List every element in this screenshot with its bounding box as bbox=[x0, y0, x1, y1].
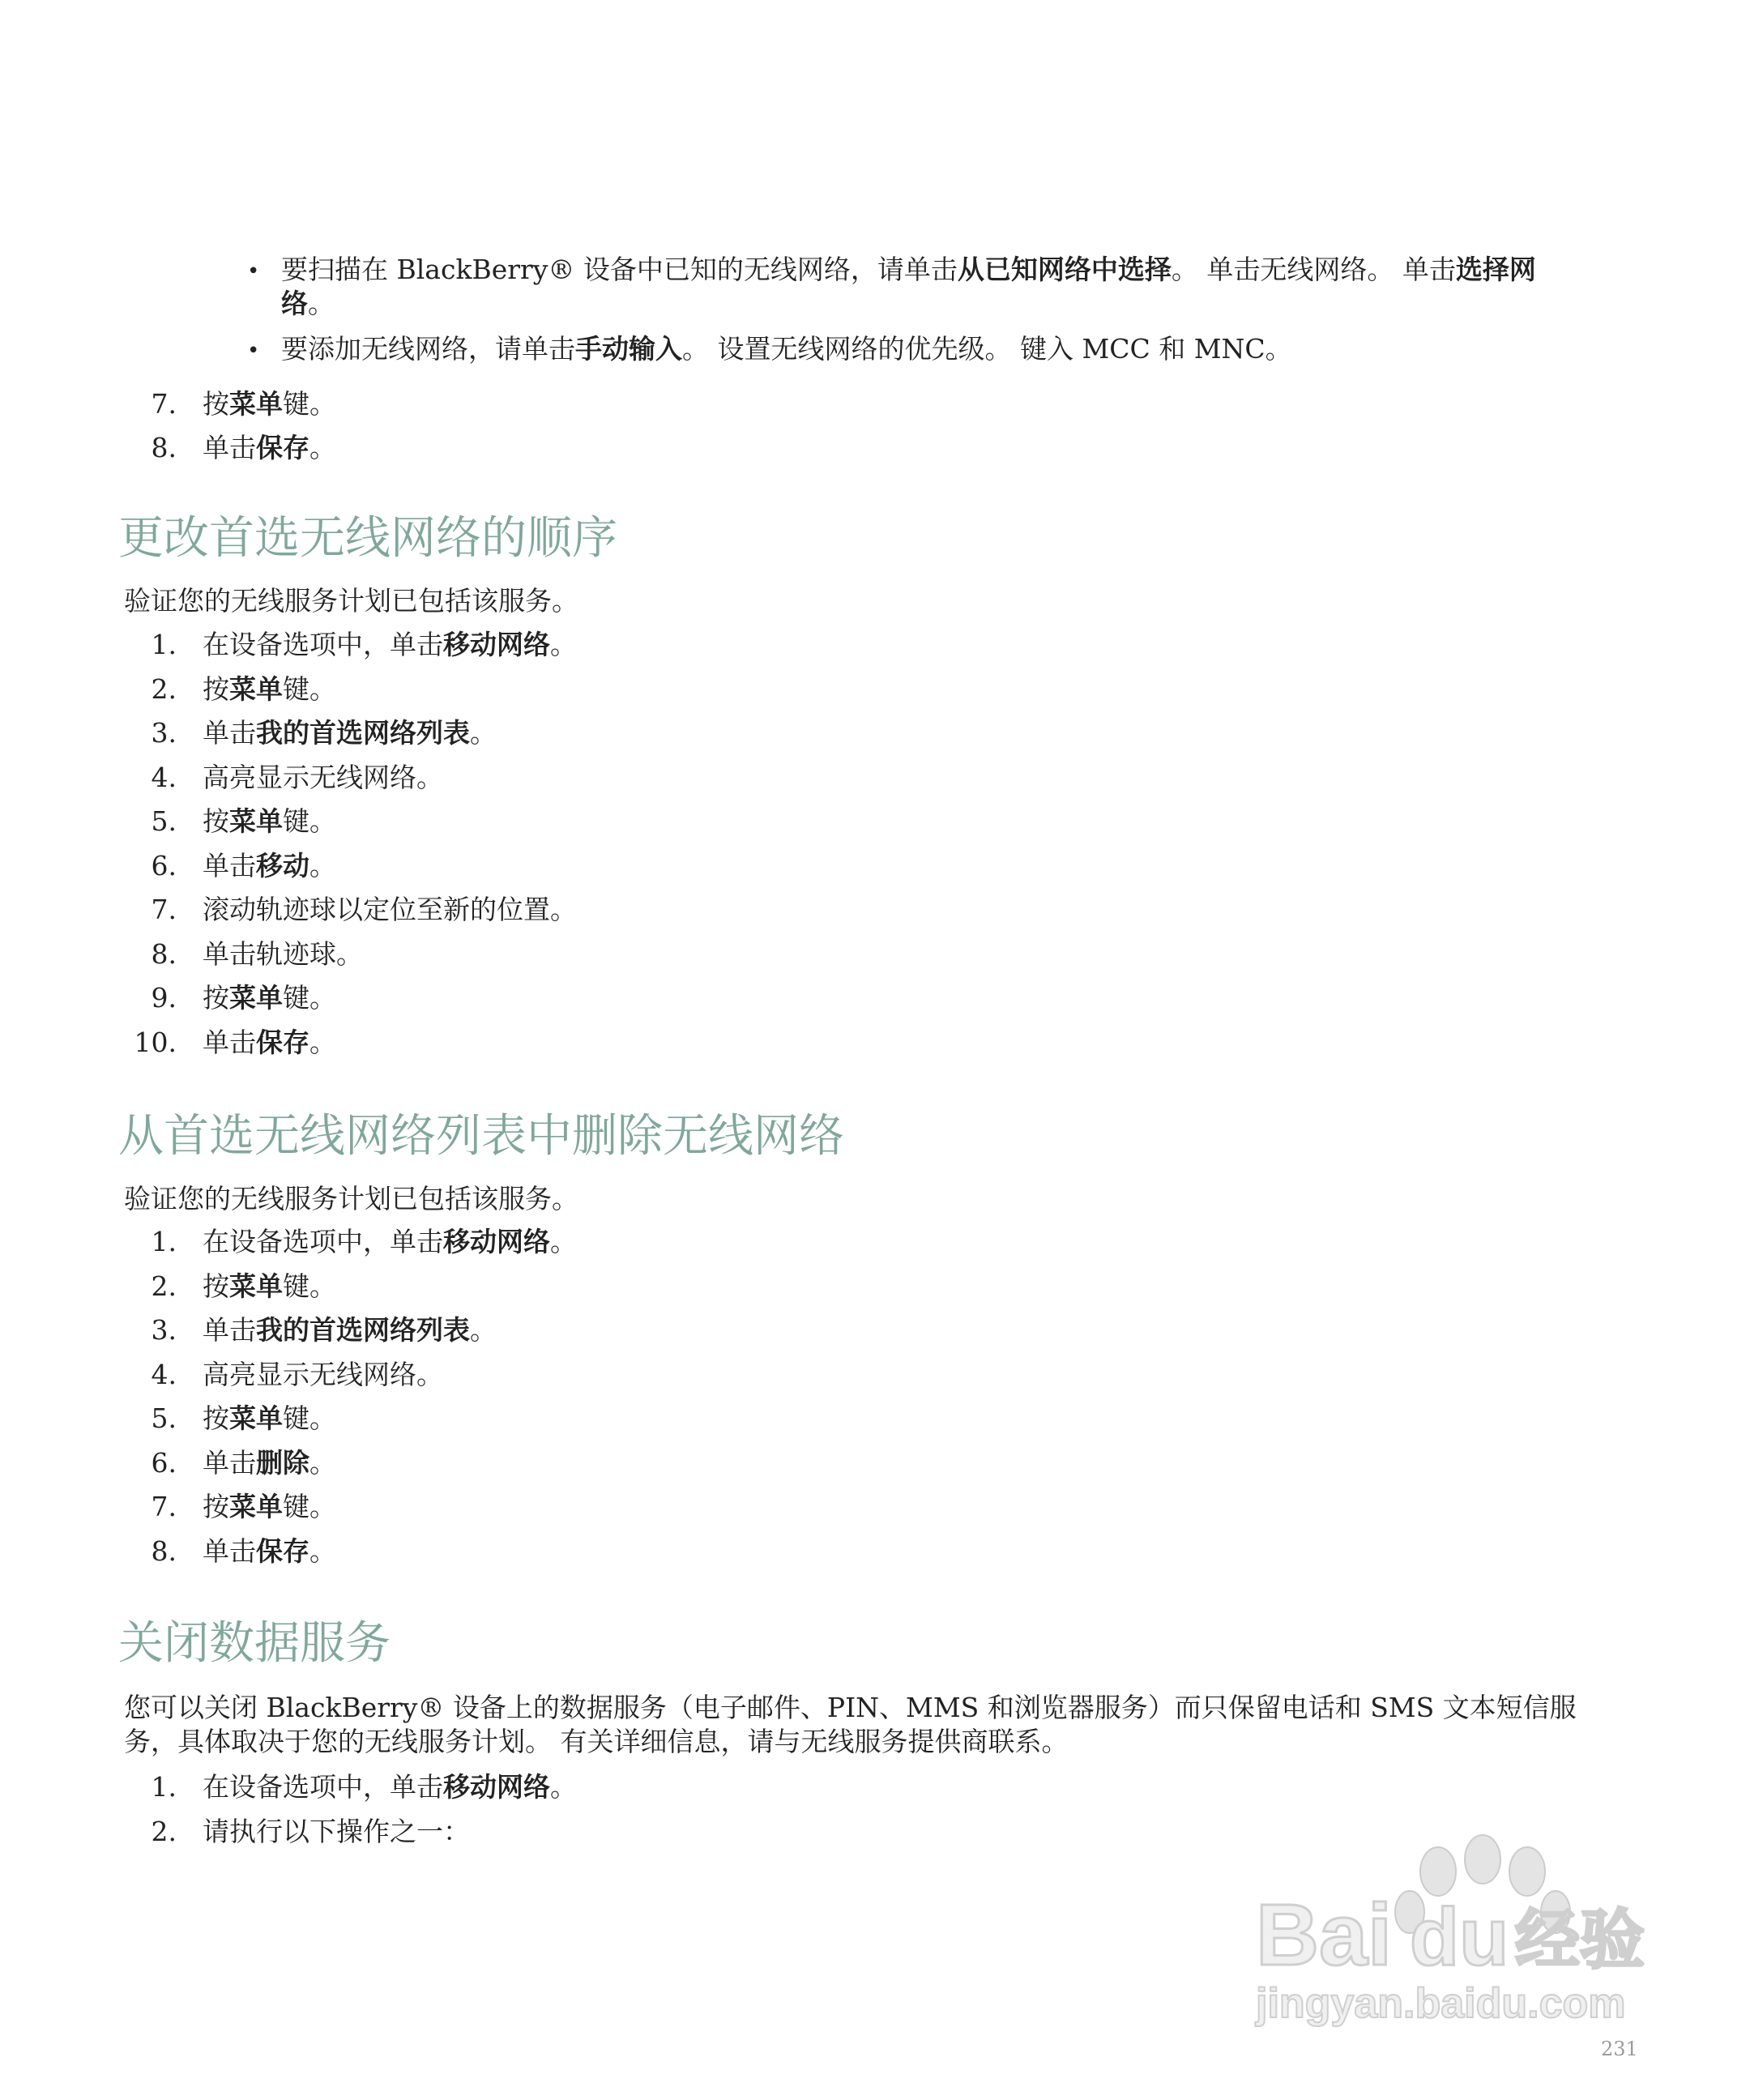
step-number: 5. bbox=[151, 1402, 177, 1434]
step-number: 2. bbox=[151, 672, 177, 705]
step-text: 在设备选项中，单击移动网络。 bbox=[203, 1226, 577, 1257]
baidu-jingyan-watermark bbox=[1248, 1823, 1661, 2034]
bullet-1-line-2: 络。 bbox=[281, 288, 335, 319]
step-number: 7. bbox=[151, 388, 177, 420]
step-text: 单击保存。 bbox=[203, 1534, 336, 1567]
page-number: 231 bbox=[1601, 2038, 1638, 2060]
step-number: 8. bbox=[151, 937, 177, 970]
section-2-title: 从首选无线网络列表中删除无线网络 bbox=[118, 1110, 844, 1163]
step-text: 单击我的首选网络列表。 bbox=[203, 1314, 497, 1346]
step-number: 4. bbox=[151, 761, 177, 793]
step-number: 5. bbox=[151, 805, 177, 837]
step-number: 2. bbox=[151, 1270, 177, 1302]
step-number: 3. bbox=[151, 717, 177, 749]
bullet-1-line-1: 要扫描在 BlackBerry® 设备中已知的无线网络，请单击从已知网络中选择。 单击无线网络。 单击选择网 bbox=[281, 254, 1536, 285]
step-text: 高亮显示无线网络。 bbox=[203, 761, 443, 793]
bullet-2: 要添加无线网络，请单击手动输入。 设置无线网络的优先级。 键入 MCC 和 MNC。 bbox=[281, 333, 1292, 365]
step-text: 单击保存。 bbox=[203, 432, 336, 463]
step-text: 单击保存。 bbox=[203, 1026, 336, 1058]
step-text: 单击我的首选网络列表。 bbox=[203, 717, 497, 749]
step-text: 按菜单键。 bbox=[203, 1402, 336, 1434]
step-number: 8. bbox=[151, 1534, 177, 1567]
step-number: 1. bbox=[151, 629, 177, 660]
step-number: 7. bbox=[151, 894, 177, 925]
step-text: 单击轨迹球。 bbox=[203, 937, 363, 970]
step-number: 10. bbox=[134, 1026, 177, 1058]
step-number: 6. bbox=[151, 849, 177, 881]
bullet-mark: • bbox=[247, 259, 260, 284]
step-number: 4. bbox=[151, 1358, 177, 1390]
section-2-intro: 验证您的无线服务计划已包括该服务。 bbox=[124, 1183, 578, 1214]
section-3-intro-line-2: 务，具体取决于您的无线服务计划。 有关详细信息，请与无线服务提供商联系。 bbox=[124, 1726, 1069, 1757]
step-number: 6. bbox=[151, 1446, 177, 1479]
step-text: 滚动轨迹球以定位至新的位置。 bbox=[203, 894, 577, 925]
watermark-suffix: 经验 bbox=[1515, 1902, 1645, 1978]
step-text: 按菜单键。 bbox=[203, 805, 336, 837]
step-text: 按菜单键。 bbox=[203, 1491, 336, 1522]
step-text: 按菜单键。 bbox=[203, 982, 336, 1014]
step-text: 在设备选项中，单击移动网络。 bbox=[203, 629, 577, 660]
step-text: 单击移动。 bbox=[203, 849, 336, 881]
step-text: 在设备选项中，单击移动网络。 bbox=[203, 1771, 577, 1803]
step-text: 单击删除。 bbox=[203, 1446, 336, 1479]
step-text: 按菜单键。 bbox=[203, 672, 336, 705]
watermark-brand-2: du bbox=[1410, 1892, 1509, 1983]
section-3-title: 关闭数据服务 bbox=[118, 1617, 391, 1670]
step-number: 2. bbox=[151, 1815, 177, 1847]
watermark-url: jingyan.baidu.com bbox=[1256, 1980, 1626, 2027]
section-1-intro: 验证您的无线服务计划已包括该服务。 bbox=[124, 585, 578, 617]
step-text: 按菜单键。 bbox=[203, 1270, 336, 1302]
section-1-title: 更改首选无线网络的顺序 bbox=[118, 512, 617, 565]
section-3-intro-line-1: 您可以关闭 BlackBerry® 设备上的数据服务（电子邮件、PIN、MMS 和浏览器服务）而只保留电话和 SMS 文本短信服 bbox=[124, 1692, 1577, 1723]
step-number: 3. bbox=[151, 1314, 177, 1346]
step-number: 1. bbox=[151, 1771, 177, 1803]
step-number: 1. bbox=[151, 1226, 177, 1257]
step-text: 高亮显示无线网络。 bbox=[203, 1358, 443, 1390]
bullet-mark: • bbox=[247, 339, 260, 363]
step-text: 请执行以下操作之一： bbox=[203, 1815, 470, 1847]
step-number: 8. bbox=[151, 432, 177, 463]
watermark-brand: Bai bbox=[1256, 1885, 1393, 1983]
step-text: 按菜单键。 bbox=[203, 388, 336, 420]
step-number: 9. bbox=[151, 982, 177, 1014]
step-number: 7. bbox=[151, 1491, 177, 1522]
